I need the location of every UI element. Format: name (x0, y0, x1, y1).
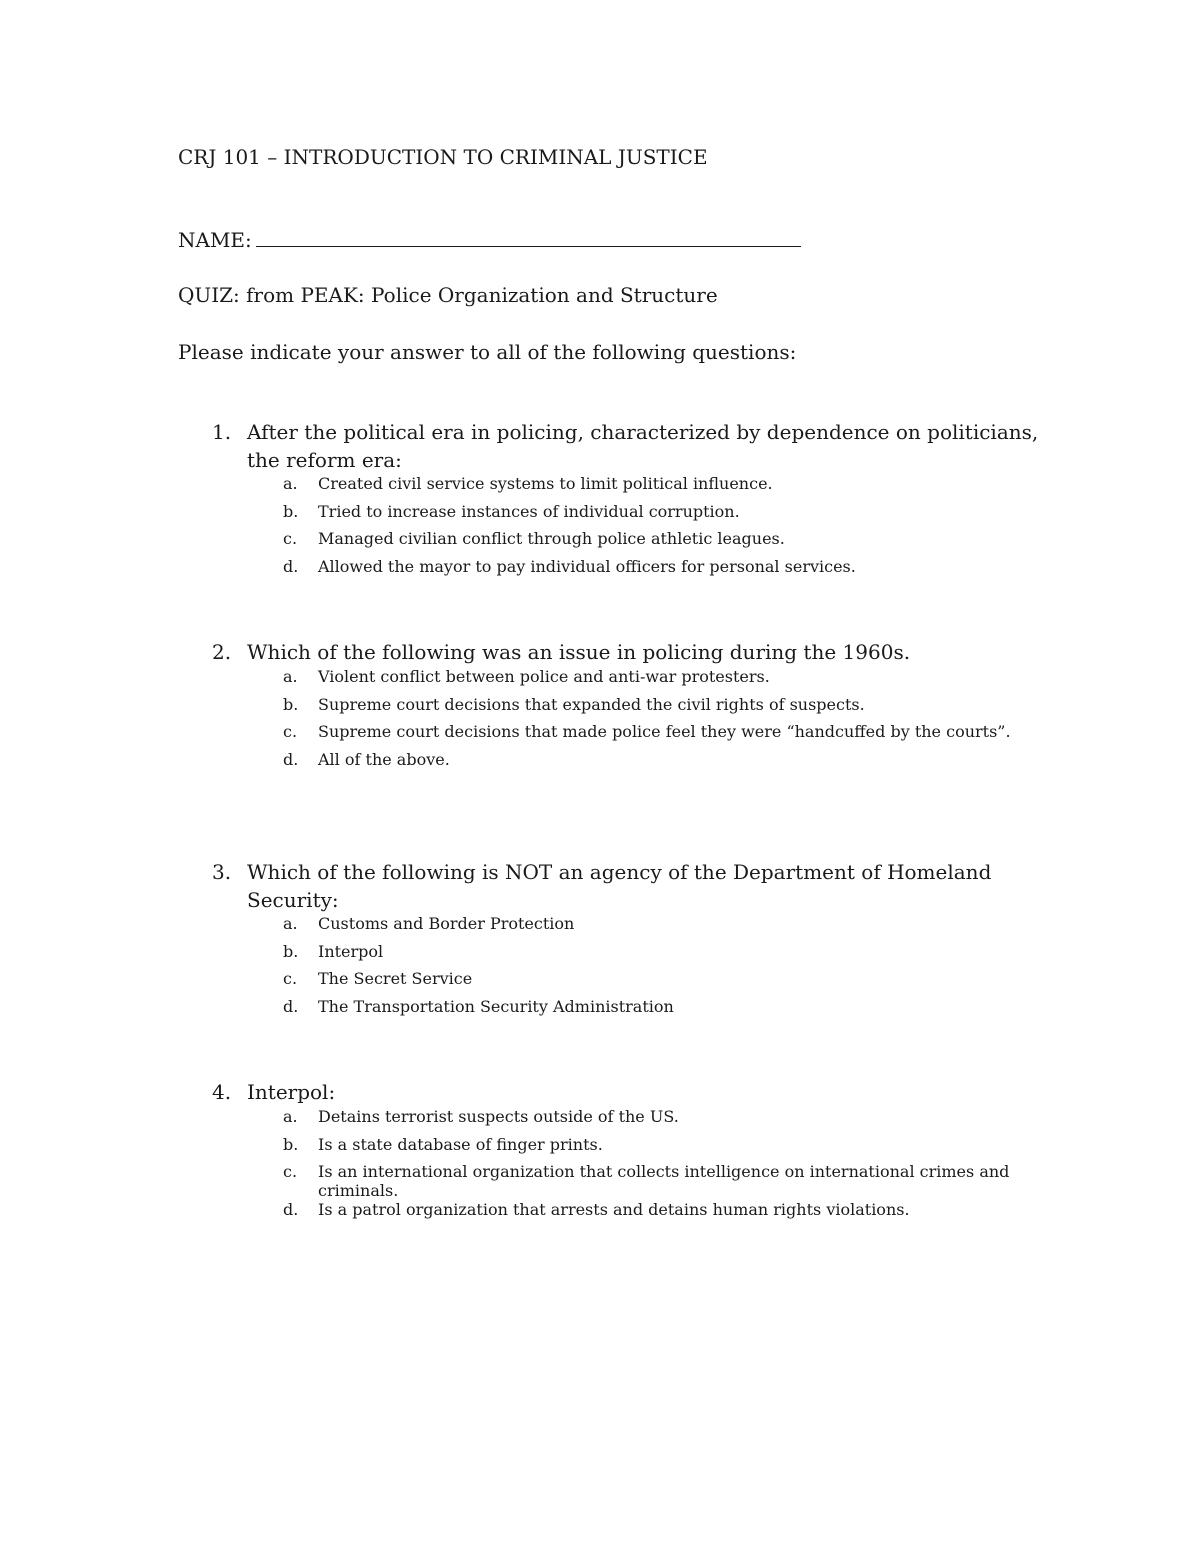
question-number: 2. (212, 640, 232, 664)
question-number: 3. (212, 860, 232, 884)
option-letter: a. (283, 1107, 298, 1126)
option-text: Customs and Border Protection (318, 914, 575, 933)
quiz-title: QUIZ: from PEAK: Police Organization and Structure (178, 283, 718, 307)
question-text: Which of the following was an issue in policing during the 1960s. (247, 640, 911, 664)
option-letter: b. (283, 501, 299, 521)
option-letter: c. (283, 969, 298, 988)
instructions: Please indicate your answer to all of the following questions: (178, 340, 797, 364)
option-letter: d. (283, 996, 299, 1016)
option-d[interactable] (0, 1200, 1200, 1228)
option-text: The Transportation Security Administration (318, 996, 674, 1016)
option-text: Tried to increase instances of individual corruption. (318, 501, 740, 521)
option-text: Interpol (318, 941, 384, 961)
option-a[interactable] (0, 1107, 1200, 1135)
option-letter: a. (283, 474, 298, 493)
option-b[interactable] (0, 502, 1200, 530)
option-text: Supreme court decisions that made police feel they were “handcuffed by the courts”. (318, 722, 1011, 741)
option-letter: c. (283, 722, 298, 741)
option-letter: b. (283, 941, 299, 961)
option-a[interactable] (0, 474, 1200, 502)
option-text: Is a state database of finger prints. (318, 1134, 603, 1154)
question-3-options (0, 914, 1200, 1024)
option-c[interactable] (0, 722, 1200, 750)
option-d[interactable] (0, 750, 1200, 778)
question-text: After the political era in policing, characterized by dependence on politicians, the reform era: (247, 420, 1039, 472)
option-d[interactable] (0, 997, 1200, 1025)
option-letter: b. (283, 1134, 299, 1154)
question-1-options (0, 474, 1200, 584)
question-text: Which of the following is NOT an agency of the Department of Homeland Security: (247, 860, 992, 912)
option-text: Violent conflict between police and anti-war protesters. (318, 667, 770, 686)
name-blank-line[interactable] (256, 226, 801, 247)
option-letter: c. (283, 1162, 298, 1181)
option-c[interactable] (0, 969, 1200, 997)
option-text: Supreme court decisions that expanded the civil rights of suspects. (318, 694, 865, 714)
option-a[interactable] (0, 667, 1200, 695)
option-b[interactable] (0, 942, 1200, 970)
option-text: Is an international organization that collects intelligence on international crimes and criminals. (318, 1162, 1010, 1200)
question-2-options (0, 667, 1200, 777)
option-letter: d. (283, 556, 299, 576)
option-d[interactable] (0, 557, 1200, 585)
option-a[interactable] (0, 914, 1200, 942)
question-text: Interpol: (247, 1080, 336, 1104)
option-letter: c. (283, 529, 298, 548)
course-title: CRJ 101 – INTRODUCTION TO CRIMINAL JUSTICE (178, 145, 708, 169)
option-c[interactable] (0, 1162, 1200, 1200)
option-text: Created civil service systems to limit political influence. (318, 474, 773, 493)
option-b[interactable] (0, 1135, 1200, 1163)
option-text: Managed civilian conflict through police athletic leagues. (318, 529, 785, 548)
option-text: All of the above. (318, 749, 450, 769)
name-label: NAME: (178, 228, 252, 252)
option-text: The Secret Service (318, 969, 473, 988)
question-number: 1. (212, 420, 232, 444)
option-text: Is a patrol organization that arrests and detains human rights violations. (318, 1200, 910, 1219)
option-text: Allowed the mayor to pay individual officers for personal services. (318, 556, 856, 576)
option-letter: d. (283, 1200, 299, 1219)
option-b[interactable] (0, 695, 1200, 723)
option-letter: a. (283, 667, 298, 686)
option-letter: d. (283, 749, 299, 769)
option-text: Detains terrorist suspects outside of the US. (318, 1107, 679, 1126)
option-c[interactable] (0, 529, 1200, 557)
name-row (178, 226, 801, 254)
option-letter: a. (283, 914, 298, 933)
option-letter: b. (283, 694, 299, 714)
question-number: 4. (212, 1080, 232, 1104)
question-4-options (0, 1107, 1200, 1228)
